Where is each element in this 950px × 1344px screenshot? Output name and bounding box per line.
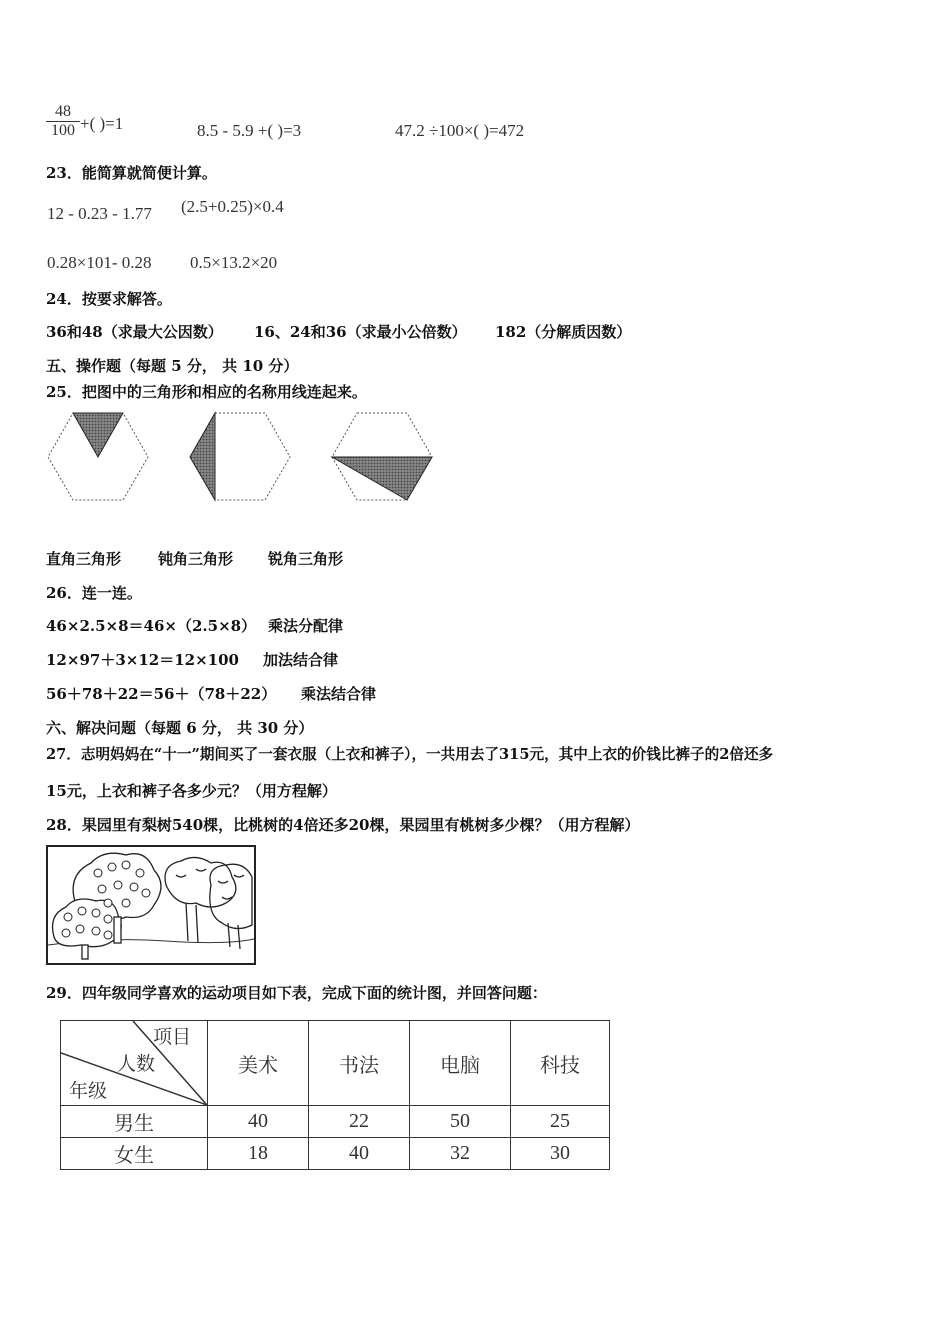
column-header: 美术	[208, 1021, 309, 1106]
q26-title: 26．连一连。	[46, 584, 142, 602]
table-cell: 50	[410, 1106, 511, 1138]
hexagon-triangle-figures	[40, 405, 450, 505]
corner-label-count: 人数	[117, 1054, 156, 1075]
triangle-name-acute: 锐角三角形	[268, 550, 344, 568]
q26-law-2: 加法结合律	[263, 651, 339, 669]
table-header-row	[61, 1021, 610, 1106]
q23-expression-4: 0.5×13.2×20	[190, 253, 278, 272]
column-header: 科技	[511, 1021, 610, 1106]
q22-expression-3: 47.2 ÷100×( )=472	[395, 121, 525, 140]
corner-label-grade: 年级	[69, 1081, 108, 1102]
q22-expression-1: +( )=1	[80, 114, 124, 133]
table-cell: 25	[511, 1106, 610, 1138]
table-cell: 40	[309, 1138, 410, 1170]
q27-line-2: 15元，上衣和裤子各多少元？（用方程解）	[46, 782, 337, 800]
q24-item-2: 16、24和36（求最小公倍数）	[254, 323, 467, 341]
q28-text: 28．果园里有梨树540棵，比桃树的4倍还多20棵，果园里有桃树多少棵？（用方程解）	[46, 816, 640, 834]
fraction-denominator: 100	[51, 122, 75, 139]
q26-expression-3: 56＋78＋22＝56＋（78＋22）	[46, 685, 277, 703]
section-6-heading: 六、解决问题（每题 6 分， 共 30 分）	[46, 719, 314, 737]
table-row	[61, 1106, 610, 1138]
q23-expression-2: (2.5+0.25)×0.4	[181, 197, 284, 216]
table-corner-cell	[61, 1021, 208, 1106]
column-header: 书法	[309, 1021, 410, 1106]
table-cell: 22	[309, 1106, 410, 1138]
table-cell: 30	[511, 1138, 610, 1170]
q27-line-1: 27．志明妈妈在“十一”期间买了一套衣服（上衣和裤子），一共用去了315元，其中上衣的价钱比裤子的2倍还多	[46, 746, 774, 763]
q26-expression-2: 12×97＋3×12＝12×100	[46, 651, 239, 669]
q24-item-3: 182（分解质因数）	[495, 323, 632, 341]
hexagon-figure-1	[48, 413, 148, 500]
q26-law-1: 乘法分配律	[268, 617, 344, 635]
q25-title: 25．把图中的三角形和相应的名称用线连起来。	[46, 383, 367, 401]
triangle-name-right: 直角三角形	[46, 550, 122, 568]
orchard-illustration	[46, 845, 256, 965]
fraction-numerator: 48	[46, 103, 80, 122]
q29-text: 29．四年级同学喜欢的运动项目如下表，完成下面的统计图，并回答问题：	[46, 984, 547, 1002]
table-cell: 32	[410, 1138, 511, 1170]
q23-expression-3: 0.28×101- 0.28	[47, 253, 152, 272]
column-header: 电脑	[410, 1021, 511, 1106]
row-label: 女生	[61, 1138, 208, 1170]
q24-title: 24．按要求解答。	[46, 290, 172, 308]
table-row	[61, 1138, 610, 1170]
corner-label-item: 项目	[153, 1027, 192, 1048]
sports-statistics-table	[60, 1020, 610, 1170]
table-cell: 40	[208, 1106, 309, 1138]
q23-title: 23．能简算就简便计算。	[46, 164, 217, 182]
hexagon-figure-3	[332, 413, 432, 500]
q22-expression-2: 8.5 - 5.9 +( )=3	[197, 121, 302, 140]
triangle-name-obtuse: 钝角三角形	[158, 550, 234, 568]
q26-law-3: 乘法结合律	[301, 685, 377, 703]
hexagon-figure-2	[190, 413, 290, 500]
table-cell: 18	[208, 1138, 309, 1170]
q23-expression-1: 12 - 0.23 - 1.77	[47, 204, 152, 223]
q26-expression-1: 46×2.5×8＝46×（2.5×8）	[46, 617, 257, 635]
row-label: 男生	[61, 1106, 208, 1138]
section-5-heading: 五、操作题（每题 5 分， 共 10 分）	[46, 357, 299, 375]
q24-item-1: 36和48（求最大公因数）	[46, 323, 223, 341]
fraction-48-100	[46, 103, 80, 140]
